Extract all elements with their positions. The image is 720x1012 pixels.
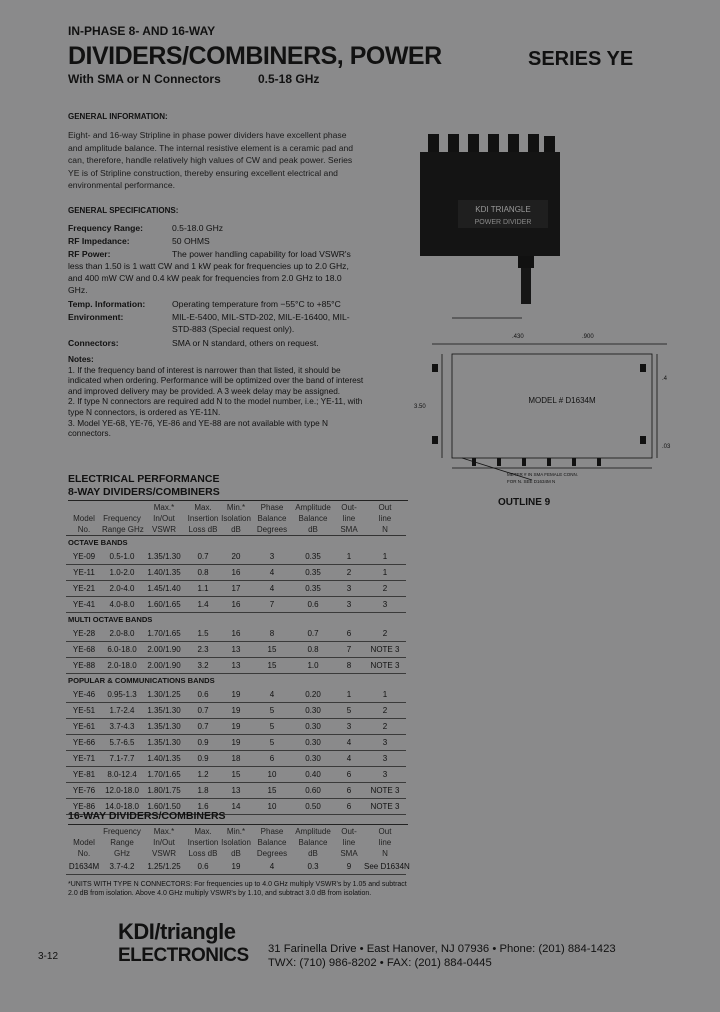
- table-cell: 16: [220, 565, 252, 581]
- table-cell: 0.7: [186, 549, 220, 565]
- column-header: Max.: [194, 503, 212, 512]
- table-cell: 2: [334, 565, 364, 581]
- sixteen-top-rule: [68, 824, 408, 825]
- column-header: Out: [378, 827, 392, 836]
- table-cell: 3: [252, 549, 292, 565]
- table-cell: 1.2: [186, 767, 220, 783]
- table-cell: 3: [364, 735, 406, 751]
- table-cell: 1.5: [186, 626, 220, 642]
- table-cell: 7: [252, 597, 292, 613]
- column-header: Min.*: [226, 503, 246, 512]
- table-cell: 1.80/1.75: [142, 783, 186, 799]
- general-info-heading: GENERAL INFORMATION:: [68, 112, 168, 121]
- sixteen-way-table: [66, 826, 410, 875]
- note-3: 3. Model YE-68, YE-76, YE-86 and YE-88 are not available with type N connectors.: [68, 417, 328, 439]
- table-cell: 0.50: [292, 799, 334, 815]
- outline-model-text: MODEL # D1634M: [528, 396, 596, 405]
- electrical-heading: [68, 473, 220, 499]
- table-cell: 19: [220, 859, 252, 875]
- note-1: 1. If the frequency band of interest is narrower than that listed, it should be indicated when ordering. Performance will be optimized over the band of interest and improved delivery may be provided. A 3 week delay may be assigned.: [68, 364, 364, 396]
- column-header: VSWR: [152, 525, 176, 534]
- note-2: 2. If type N connectors are required add N to the model number, i.e.; YE-11, with type N connectors, is ordered as YE-11N.: [68, 396, 363, 417]
- table-cell: 0.3: [292, 859, 334, 875]
- table-cell: 1.70/1.65: [142, 767, 186, 783]
- table-cell: 8: [252, 626, 292, 642]
- photo-caption-1: KDI TRIANGLE: [475, 205, 531, 214]
- table-cell: 3: [334, 581, 364, 597]
- table-cell: 5: [334, 703, 364, 719]
- general-specs-heading: GENERAL SPECIFICATIONS:: [68, 206, 179, 215]
- band-row: [66, 613, 406, 627]
- table-cell: 0.7: [186, 703, 220, 719]
- table-cell: 4.0-8.0: [102, 597, 142, 613]
- table-cell: 0.5-1.0: [102, 549, 142, 565]
- electrical-title: ELECTRICAL PERFORMANCE: [68, 473, 220, 485]
- spec-connectors-value: SMA or N standard, others on request.: [172, 338, 319, 348]
- table-cell: 4: [252, 859, 292, 875]
- table-cell: 19: [220, 687, 252, 703]
- table-cell: 16: [220, 597, 252, 613]
- table-cell: 2: [364, 703, 406, 719]
- column-header: Max.: [194, 827, 212, 836]
- table-row: [66, 735, 406, 751]
- table-cell: 5: [252, 719, 292, 735]
- column-header: Out-: [341, 827, 357, 836]
- eight-way-header-row: [66, 502, 406, 513]
- table-cell: 13: [220, 642, 252, 658]
- series-label: SERIES YE: [528, 48, 634, 70]
- spec-power-continued: less than 1.50 is 1 watt CW and 1 kW peak for frequencies up to 2.0 GHz, and 400 mW CW and 0.4 kW peak for frequencies from 2.0 GHz to 18.0 GHz.: [68, 261, 349, 295]
- table-cell: 1: [334, 549, 364, 565]
- table-row: [66, 597, 406, 613]
- table-cell: 0.35: [292, 581, 334, 597]
- spec-environment-label: Environment:: [68, 312, 124, 322]
- table-cell: 3.7-4.3: [102, 719, 142, 735]
- outline-dim-left: 3.50: [414, 404, 426, 410]
- table-cell: YE-41: [66, 597, 102, 613]
- column-header: dB: [308, 525, 318, 534]
- power-divider-photo-icon: [418, 128, 566, 308]
- table-cell: 6.0-18.0: [102, 642, 142, 658]
- table-cell: 4: [252, 687, 292, 703]
- table-cell: 15: [220, 767, 252, 783]
- column-header: line: [378, 514, 392, 523]
- column-header: Loss dB: [188, 525, 218, 534]
- table-cell: 0.9: [186, 735, 220, 751]
- column-header: line: [378, 838, 392, 847]
- table-row: [66, 767, 406, 783]
- table-cell: 0.8: [292, 642, 334, 658]
- spec-temp-label: Temp. Information:: [68, 299, 146, 309]
- table-cell: YE-09: [66, 549, 102, 565]
- table-cell: 8: [334, 658, 364, 674]
- table-cell: YE-61: [66, 719, 102, 735]
- table-cell: 0.7: [292, 626, 334, 642]
- column-header: No.: [77, 849, 91, 858]
- column-header: dB: [308, 849, 318, 858]
- column-header: GHz: [114, 849, 130, 858]
- column-header: dB: [231, 525, 241, 534]
- table-cell: 6: [334, 783, 364, 799]
- table-cell: 14.0-18.0: [102, 799, 142, 815]
- table-cell: 1.0: [292, 658, 334, 674]
- table-row: [66, 549, 406, 565]
- table-cell: 1: [364, 549, 406, 565]
- column-header: In/Out: [153, 514, 175, 523]
- table-cell: YE-88: [66, 658, 102, 674]
- table-cell: 6: [334, 767, 364, 783]
- column-header: Balance: [298, 514, 328, 523]
- table-cell: 1: [334, 687, 364, 703]
- eight-way-table: [66, 502, 406, 815]
- spec-power-label: RF Power:: [68, 249, 111, 259]
- table-cell: YE-21: [66, 581, 102, 597]
- table-cell: 4: [252, 581, 292, 597]
- page-title: DIVIDERS/COMBINERS, POWER: [68, 42, 442, 70]
- table-cell: NOTE 3: [364, 658, 406, 674]
- column-header: Insertion: [187, 838, 219, 847]
- table-cell: 0.60: [292, 783, 334, 799]
- sixteen-way-header-row: [66, 848, 406, 859]
- table-cell: 5: [252, 735, 292, 751]
- table-cell: 19: [220, 719, 252, 735]
- brand-logo: KDI/triangle: [118, 919, 236, 944]
- table-cell: 2: [364, 719, 406, 735]
- column-header: Balance: [257, 514, 287, 523]
- table-cell: YE-46: [66, 687, 102, 703]
- company-address: [268, 942, 616, 970]
- table-cell: YE-86: [66, 799, 102, 815]
- table-cell: 10: [252, 767, 292, 783]
- page-number: 3-12: [38, 951, 59, 962]
- column-header: Out: [378, 503, 392, 512]
- table-cell: YE-68: [66, 642, 102, 658]
- column-header: Insertion: [187, 514, 219, 523]
- column-header: Frequency: [103, 827, 141, 836]
- band-label: POPULAR & COMMUNICATIONS BANDS: [66, 674, 406, 688]
- table-cell: 4: [334, 751, 364, 767]
- outline-note-2: FOR N. SEE D1634M N: [507, 479, 556, 484]
- table-cell: 0.35: [292, 565, 334, 581]
- table-row: [66, 859, 406, 875]
- table-cell: 20: [220, 549, 252, 565]
- column-header: Range: [110, 838, 134, 847]
- table-cell: 0.30: [292, 719, 334, 735]
- column-header: Max.*: [153, 503, 175, 512]
- product-photo: [418, 128, 566, 308]
- table-cell: 2.0-18.0: [102, 658, 142, 674]
- address-line: 31 Farinella Drive • East Hanover, NJ 07936 • Phone: (201) 884-1423: [268, 943, 616, 955]
- spec-environment-value: MIL-E-5400, MIL-STD-202, MIL-E-16400, MIL-STD-883 (Special request only).: [172, 312, 350, 334]
- table-cell: 3: [334, 719, 364, 735]
- eight-way-header-row: [66, 513, 406, 524]
- table-cell: YE-51: [66, 703, 102, 719]
- table-cell: 3.2: [186, 658, 220, 674]
- band-label: MULTI OCTAVE BANDS: [66, 613, 406, 627]
- table-cell: 3: [364, 751, 406, 767]
- column-header: SMA: [340, 525, 358, 534]
- table-cell: 0.6: [186, 859, 220, 875]
- column-header: dB: [231, 849, 241, 858]
- table-cell: 0.9: [186, 751, 220, 767]
- table-top-rule: [68, 500, 408, 501]
- column-header: Frequency: [103, 514, 141, 523]
- spec-connectors-label: Connectors:: [68, 338, 119, 348]
- eight-way-title: 8-WAY DIVIDERS/COMBINERS: [68, 486, 220, 498]
- table-row: [66, 751, 406, 767]
- column-header: N: [382, 849, 388, 858]
- table-cell: 0.40: [292, 767, 334, 783]
- spec-frequency-value: 0.5-18.0 GHz: [172, 223, 224, 233]
- table-cell: 1.40/1.35: [142, 751, 186, 767]
- column-header: Isolation: [221, 838, 251, 847]
- sixteen-way-header-row: [66, 826, 406, 837]
- column-header: Degrees: [256, 525, 288, 534]
- outline-dim-right-2: .03: [662, 444, 671, 450]
- outline-dim-mid: .900: [582, 334, 594, 340]
- column-header: In/Out: [153, 838, 175, 847]
- table-cell: 2.00/1.90: [142, 658, 186, 674]
- table-cell: 3: [334, 597, 364, 613]
- column-header: Min.*: [226, 827, 246, 836]
- table-cell: 1.35/1.30: [142, 549, 186, 565]
- table-cell: 1.6: [186, 799, 220, 815]
- contact-line: TWX: (710) 986-8202 • FAX: (201) 884-0445: [268, 957, 492, 969]
- table-cell: 6: [334, 626, 364, 642]
- table-cell: 8.0-12.4: [102, 767, 142, 783]
- table-cell: 1.1: [186, 581, 220, 597]
- table-cell: 1.60/1.50: [142, 799, 186, 815]
- table-cell: 1.40/1.35: [142, 565, 186, 581]
- table-cell: 4: [252, 565, 292, 581]
- table-cell: 2.0-4.0: [102, 581, 142, 597]
- table-row: [66, 719, 406, 735]
- table-cell: 19: [220, 735, 252, 751]
- table-cell: 5: [252, 703, 292, 719]
- column-header: Out-: [341, 503, 357, 512]
- table-cell: 3: [364, 597, 406, 613]
- table-cell: 13: [220, 658, 252, 674]
- table-cell: 0.20: [292, 687, 334, 703]
- table-cell: YE-11: [66, 565, 102, 581]
- table-cell: 2.0-8.0: [102, 626, 142, 642]
- table-cell: 0.6: [186, 687, 220, 703]
- table-cell: 10: [252, 799, 292, 815]
- table-cell: YE-66: [66, 735, 102, 751]
- table-cell: 18: [220, 751, 252, 767]
- table-cell: NOTE 3: [364, 783, 406, 799]
- spec-temp-value: Operating temperature from −55°C to +85°C: [172, 299, 341, 309]
- outline-note-1: METER # IN SMA FEMALE CONN.: [507, 472, 579, 477]
- table-cell: 2.3: [186, 642, 220, 658]
- table-cell: 13: [220, 783, 252, 799]
- column-header: Amplitude: [295, 503, 331, 512]
- table-cell: 19: [220, 703, 252, 719]
- table-row: [66, 565, 406, 581]
- table-cell: 6: [334, 799, 364, 815]
- column-header: Loss dB: [188, 849, 218, 858]
- table-cell: 1.30/1.25: [142, 687, 186, 703]
- table-cell: 9: [334, 859, 364, 875]
- column-header: No.: [77, 525, 91, 534]
- table-cell: 1.35/1.30: [142, 703, 186, 719]
- band-row: [66, 674, 406, 688]
- column-header: Balance: [298, 838, 328, 847]
- spec-frequency-label: Frequency Range:: [68, 223, 143, 233]
- band-row: [66, 536, 406, 550]
- table-cell: 6: [252, 751, 292, 767]
- table-cell: YE-76: [66, 783, 102, 799]
- table-cell: D1634M: [66, 859, 102, 875]
- sixteen-way-header-row: [66, 837, 406, 848]
- column-header: Amplitude: [295, 827, 331, 836]
- table-cell: 1: [364, 565, 406, 581]
- table-cell: 0.95-1.3: [102, 687, 142, 703]
- notes: [68, 354, 368, 439]
- table-cell: 2: [364, 581, 406, 597]
- table-cell: 14: [220, 799, 252, 815]
- table-cell: 0.8: [186, 565, 220, 581]
- column-header: VSWR: [152, 849, 176, 858]
- connector-line: With SMA or N Connectors: [68, 72, 221, 86]
- brand-electronics: ELECTRONICS: [118, 945, 249, 966]
- table-cell: 0.30: [292, 751, 334, 767]
- column-header: N: [382, 525, 388, 534]
- table-cell: 1.25/1.25: [142, 859, 186, 875]
- general-info-text: Eight- and 16-way Stripline in phase power dividers have excellent phase and amplitude balance. The internal resistive element is a ceramic pad and can, therefore, handle relatively high values of CW and peak power. Series YE is of Stripline construction, thereby ensuring excellent electrical and environmental performance.: [68, 130, 354, 190]
- table-cell: NOTE 3: [364, 642, 406, 658]
- table-cell: 1.35/1.30: [142, 735, 186, 751]
- column-header: SMA: [340, 849, 358, 858]
- table-cell: 1.60/1.65: [142, 597, 186, 613]
- column-header: [102, 502, 142, 513]
- table-cell: 2.00/1.90: [142, 642, 186, 658]
- table-cell: 0.30: [292, 735, 334, 751]
- table-cell: 15: [252, 658, 292, 674]
- column-header: Range GHz: [102, 525, 144, 534]
- table-row: [66, 703, 406, 719]
- table-cell: YE-81: [66, 767, 102, 783]
- spec-impedance-label: RF Impedance:: [68, 236, 130, 246]
- table-cell: 1: [364, 687, 406, 703]
- table-cell: 1.45/1.40: [142, 581, 186, 597]
- photo-caption-2: POWER DIVIDER: [474, 219, 532, 226]
- table-cell: 0.30: [292, 703, 334, 719]
- table-cell: 17: [220, 581, 252, 597]
- column-header: Balance: [257, 838, 287, 847]
- table-cell: 7.1-7.7: [102, 751, 142, 767]
- table-cell: 0.35: [292, 549, 334, 565]
- spec-impedance-value: 50 OHMS: [172, 236, 210, 246]
- frequency-range: 0.5-18 GHz: [258, 72, 320, 86]
- outline-dim-right-1: .4: [662, 376, 668, 382]
- table-cell: NOTE 3: [364, 799, 406, 815]
- outline-dim-top: .430: [512, 334, 524, 340]
- table-row: [66, 687, 406, 703]
- column-header: Max.*: [153, 827, 175, 836]
- column-header: Degrees: [256, 849, 288, 858]
- column-header: Isolation: [221, 514, 251, 523]
- table-cell: 15: [252, 642, 292, 658]
- column-header: line: [342, 838, 356, 847]
- spec-power-value: The power handling capability for load VSWR's: [172, 249, 351, 259]
- table-cell: 16: [220, 626, 252, 642]
- table-cell: 1.8: [186, 783, 220, 799]
- outline-label: OUTLINE 9: [498, 497, 551, 508]
- table-row: [66, 658, 406, 674]
- table-cell: YE-71: [66, 751, 102, 767]
- table-row: [66, 783, 406, 799]
- column-header: line: [342, 514, 356, 523]
- table-cell: 4: [334, 735, 364, 751]
- column-header: Phase: [260, 503, 284, 512]
- column-header: Model: [73, 514, 95, 523]
- column-header: Phase: [260, 827, 284, 836]
- table-cell: 1.7-2.4: [102, 703, 142, 719]
- outline-drawing: [412, 308, 712, 496]
- table-cell: 3: [364, 767, 406, 783]
- notes-heading: Notes:: [68, 354, 94, 364]
- table-cell: See D1634N: [364, 859, 406, 875]
- band-label: OCTAVE BANDS: [66, 536, 406, 550]
- table-cell: 3.7-4.2: [102, 859, 142, 875]
- table-row: [66, 626, 406, 642]
- table-row: [66, 642, 406, 658]
- table-cell: 7: [334, 642, 364, 658]
- column-header: [66, 502, 102, 513]
- table-cell: 12.0-18.0: [102, 783, 142, 799]
- column-header: [66, 826, 102, 837]
- eight-way-header-row: [66, 524, 406, 536]
- table-cell: 5.7-6.5: [102, 735, 142, 751]
- table-cell: 15: [252, 783, 292, 799]
- table-cell: YE-28: [66, 626, 102, 642]
- table-cell: 0.6: [292, 597, 334, 613]
- column-header: Model: [73, 838, 95, 847]
- sixteen-way-heading: 16-WAY DIVIDERS/COMBINERS: [68, 810, 226, 822]
- table-row: [66, 581, 406, 597]
- table-cell: 1.0-2.0: [102, 565, 142, 581]
- table-cell: 0.7: [186, 719, 220, 735]
- header-subtitle: IN-PHASE 8- AND 16-WAY: [68, 24, 216, 38]
- table-cell: 1.35/1.30: [142, 719, 186, 735]
- table-cell: 1.70/1.65: [142, 626, 186, 642]
- table-cell: 1.4: [186, 597, 220, 613]
- table-cell: 2: [364, 626, 406, 642]
- footnote: *UNITS WITH TYPE N CONNECTORS: For frequencies up to 4.0 GHz multiply VSWR's by 1.05 and subtract 2.0 dB from isolation. Above 4.0 GHz multiply VSWR's by 1.10, and subtract 3.0 dB from isolation.: [68, 881, 407, 897]
